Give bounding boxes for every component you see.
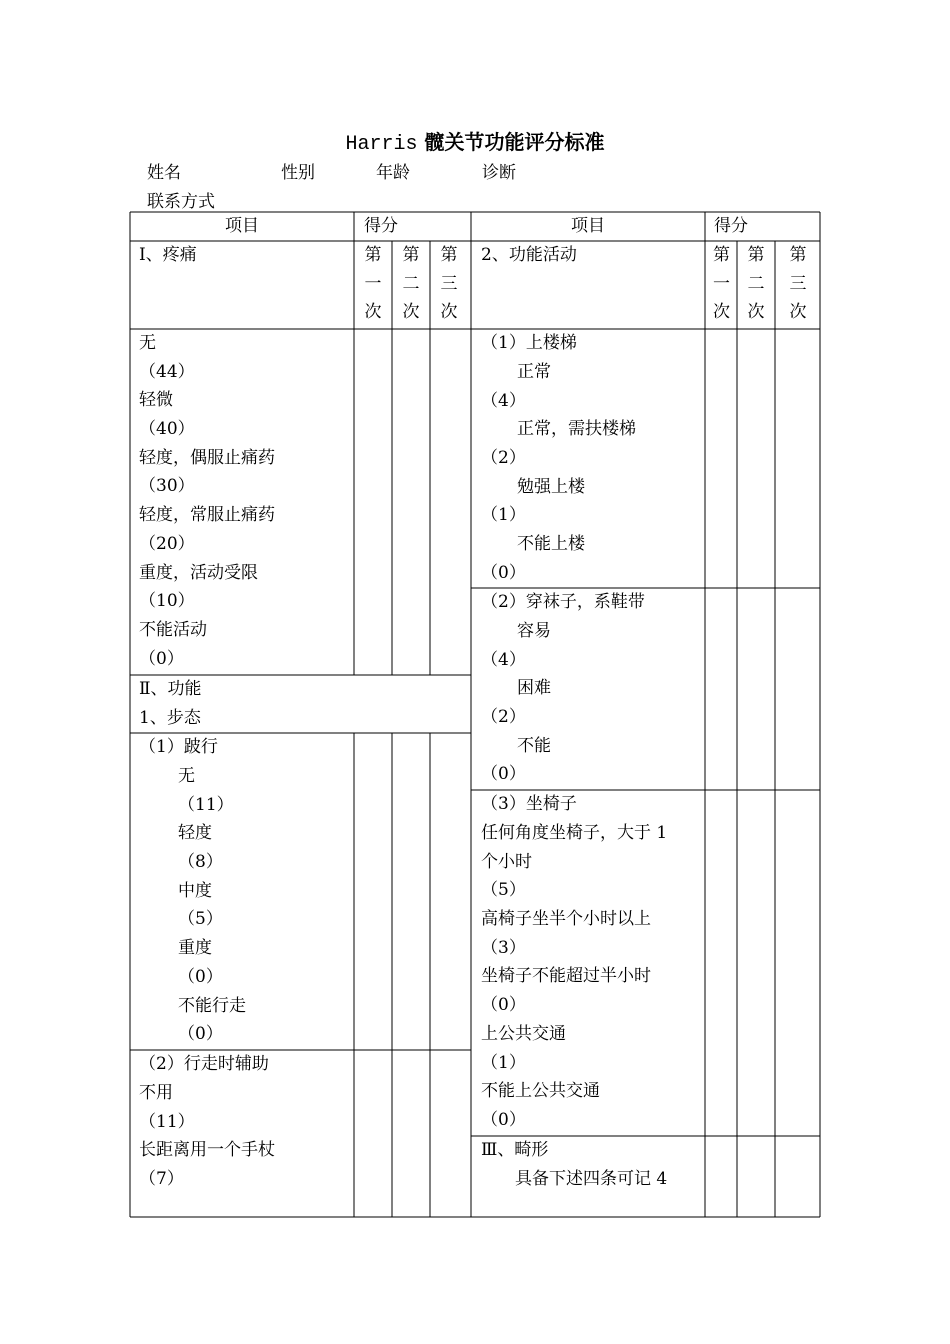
list-item: 无 (178, 766, 195, 786)
list-item: （44） (139, 361, 195, 382)
list-item: 勉强上楼 (517, 476, 585, 497)
round-1-left: 第 一 次 (364, 245, 382, 323)
list-item: （30） (139, 476, 195, 497)
list-item: 无 (139, 333, 156, 353)
sex-label: 性别 (281, 163, 315, 183)
list-item: 不能行走 (178, 995, 246, 1016)
socks-options (481, 617, 551, 789)
list-item: （4） (481, 649, 526, 670)
list-item: 轻度，偶服止痛药 (139, 447, 275, 468)
list-item: （11） (139, 1111, 195, 1132)
name-label: 姓名 (147, 163, 181, 183)
list-item: 重度 (178, 938, 212, 959)
list-item: （5） (178, 909, 223, 930)
list-item: 容易 (517, 621, 551, 641)
list-item: （7） (139, 1169, 184, 1190)
list-item: （20） (139, 533, 195, 554)
list-item: 中度 (178, 880, 212, 901)
list-item: （0） (178, 1024, 223, 1045)
round-3-left: 第 三 次 (440, 245, 458, 323)
round-2-right: 第 二 次 (747, 245, 765, 323)
list-item: 不能上楼 (517, 534, 585, 555)
limp-options (139, 762, 246, 1049)
aid-title: （2）行走时辅助 (139, 1054, 269, 1074)
header-score-right: 得分 (714, 216, 748, 236)
round-1-right: 第 一 次 (713, 245, 730, 323)
list-item: （0） (481, 1109, 526, 1130)
list-item: （1） (481, 1052, 526, 1073)
list-item: （40） (139, 419, 195, 440)
list-item: （10） (139, 591, 195, 612)
list-item: 高椅子坐半个小时以上 (481, 909, 651, 930)
list-item: 不能活动 (139, 619, 207, 640)
list-item: （8） (178, 852, 223, 873)
chair-title: （3）坐椅子 (481, 794, 577, 814)
activity-title: 2、功能活动 (481, 245, 577, 265)
list-item: 不能上公共交通 (481, 1081, 600, 1102)
list-item: 轻微 (139, 390, 173, 411)
list-item: 个小时 (481, 851, 532, 872)
list-item: 正常 (517, 362, 551, 382)
list-item: 不用 (139, 1083, 173, 1103)
list-item: 上公共交通 (481, 1023, 566, 1044)
pain-title: Ⅰ、疼痛 (139, 245, 197, 265)
list-item: 困难 (517, 678, 551, 699)
list-item: （2） (481, 707, 526, 728)
function-title: Ⅱ、功能 (139, 679, 202, 699)
list-item: （5） (481, 880, 526, 901)
contact-label: 联系方式 (147, 192, 215, 212)
list-item: 轻度 (178, 823, 212, 844)
list-item: （1） (481, 505, 526, 526)
list-item: （11） (178, 794, 234, 815)
list-item: （0） (178, 966, 223, 987)
list-item: 任何角度坐椅子，大于 1 (481, 823, 668, 843)
list-item: 不能 (517, 735, 551, 756)
aid-options (139, 1079, 275, 1194)
list-item: 轻度，常服止痛药 (139, 505, 275, 526)
list-item: （3） (481, 937, 526, 958)
stairs-options (481, 358, 636, 588)
list-item: 坐椅子不能超过半小时 (481, 966, 651, 987)
list-item: 正常，需扶楼梯 (517, 419, 636, 440)
list-item: （0） (139, 648, 184, 669)
round-2-left: 第 二 次 (402, 245, 420, 323)
diagnosis-label: 诊断 (482, 163, 516, 183)
header-item-left: 项目 (225, 216, 259, 236)
limp-title: （1）跛行 (139, 737, 218, 757)
gait-title: 1、步态 (139, 708, 201, 728)
list-item: （0） (481, 995, 526, 1016)
age-label: 年龄 (376, 163, 410, 183)
list-item: （4） (481, 390, 526, 411)
header-item-right: 项目 (571, 216, 605, 236)
page-title: Harris 髋关节功能评分标准 (345, 130, 605, 156)
deformity-line: 具备下述四条可记 4 (515, 1169, 668, 1189)
list-item: 长距离用一个手杖 (139, 1140, 275, 1161)
stairs-title: （1）上楼梯 (481, 333, 577, 353)
list-item: （0） (481, 764, 526, 785)
deformity-title: Ⅲ、畸形 (481, 1140, 549, 1160)
header-score-left: 得分 (364, 216, 398, 236)
chair-options (481, 819, 667, 1135)
list-item: （0） (481, 562, 526, 583)
socks-title: （2）穿袜子，系鞋带 (481, 592, 645, 612)
list-item: （2） (481, 448, 526, 469)
pain-options (139, 329, 275, 673)
list-item: 重度，活动受限 (139, 562, 258, 583)
round-3-right: 第 三 次 (789, 245, 807, 323)
